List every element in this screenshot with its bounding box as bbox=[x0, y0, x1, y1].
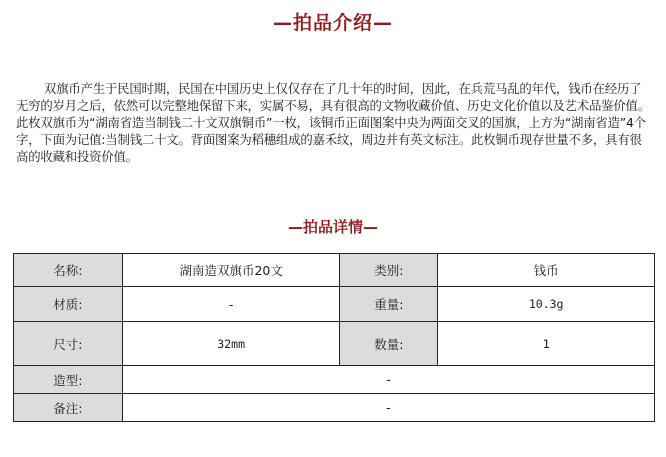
table-row bbox=[14, 366, 655, 394]
quantity-label: 数量: bbox=[340, 322, 438, 366]
table-row bbox=[14, 394, 655, 422]
section-title-intro: —拍品介绍— bbox=[272, 12, 393, 34]
note-label: 备注: bbox=[14, 394, 123, 422]
details-table bbox=[13, 253, 655, 422]
material-label: 材质: bbox=[14, 287, 123, 322]
intro-paragraph: 双旗币产生于民国时期，民国在中国历史上仅仅存在了几十年的时间，因此，在兵荒马乱的年代，钱币在经历了无穷的岁月之后，依然可以完整地保留下来，实属不易，具有很高的文物收藏价值、历史文化价值以及艺术品鉴价值。此枚双旗币为“湖南省造当制钱二十文双旗铜币”一枚，该铜币正面图案中央为两面交叉的国旗，上方为“湖南省造”4个字，下面为记值:当制钱二十文。背面图案为稻穗组成的嘉禾纹，周边并有英文标注。此枚铜币现存世量不多，具有很高的收藏和投资价值。 bbox=[16, 81, 650, 164]
quantity-value: 1 bbox=[438, 322, 655, 366]
shape-value: - bbox=[122, 366, 654, 394]
weight-value: 10.3g bbox=[438, 287, 655, 322]
table-row bbox=[14, 322, 655, 366]
material-value: - bbox=[122, 287, 340, 322]
name-label: 名称: bbox=[14, 254, 123, 287]
category-value: 钱币 bbox=[438, 254, 655, 287]
category-label: 类别: bbox=[340, 254, 438, 287]
size-label: 尺寸: bbox=[14, 322, 123, 366]
name-value: 湖南造双旗币20文 bbox=[122, 254, 340, 287]
size-value: 32mm bbox=[122, 322, 340, 366]
weight-label: 重量: bbox=[340, 287, 438, 322]
note-value: - bbox=[122, 394, 654, 422]
section-title-details: —拍品详情— bbox=[287, 218, 378, 236]
table-row bbox=[14, 254, 655, 287]
shape-label: 造型: bbox=[14, 366, 123, 394]
table-row bbox=[14, 287, 655, 322]
